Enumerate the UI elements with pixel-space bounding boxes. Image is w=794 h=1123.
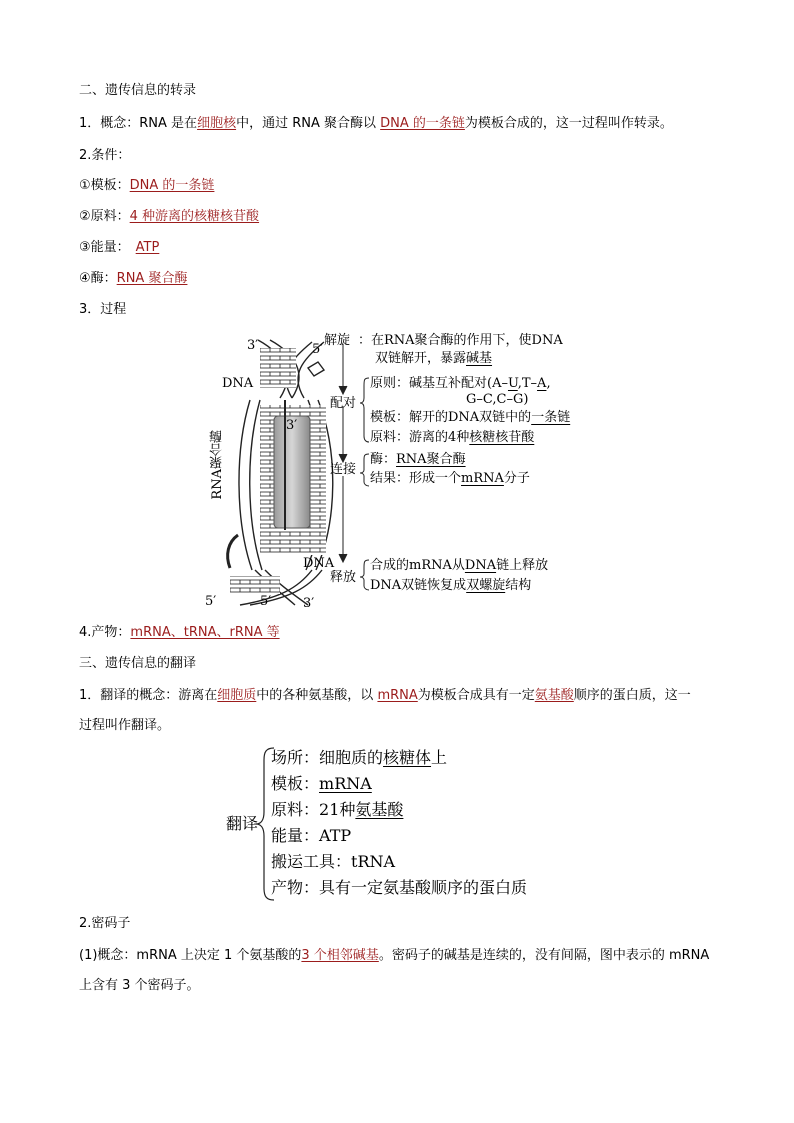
answer-blank: 细胞质 <box>217 688 257 703</box>
translation-summary <box>226 744 646 904</box>
condition-material: ②原料：4 种游离的核糖核苷酸 <box>79 209 260 224</box>
summary-carrier: 搬运工具：tRNA <box>271 852 396 871</box>
section-heading-transcription: 二、遗传信息的转录 <box>79 83 197 98</box>
end-label: 3′ <box>286 418 298 433</box>
end-label: 5′ <box>260 594 272 609</box>
answer-blank: 氨基酸 <box>534 688 574 703</box>
pair-material: 原料：游离的4种核糖核苷酸 <box>370 430 535 445</box>
codon-heading: 2.密码子 <box>79 916 131 931</box>
conditions-heading: 2.条件： <box>79 148 131 163</box>
answer-blank: 细胞核 <box>197 116 237 131</box>
link-result: 结果：形成一个mRNA分子 <box>370 471 530 486</box>
answer-blank: ATP <box>135 240 160 255</box>
brace-lines <box>360 378 369 590</box>
summary-energy: 能量：ATP <box>271 826 352 845</box>
condition-template: ①模板：DNA 的一条链 <box>79 178 215 193</box>
process-heading: 3．过程 <box>79 302 127 317</box>
transcription-concept: 1．概念：RNA 是在细胞核中，通过 RNA 聚合酶以 DNA 的一条链为模板合成的，这一过程叫作转录。 <box>79 116 673 131</box>
end-label: 3′ <box>247 338 259 353</box>
section-heading-translation: 三、遗传信息的翻译 <box>79 656 197 671</box>
condition-enzyme: ④酶：RNA 聚合酶 <box>79 271 188 286</box>
release-desc: 合成的mRNA从DNA链上释放 <box>370 558 549 573</box>
answer-blank: mRNA <box>377 688 418 703</box>
transcription-diagram <box>200 330 600 615</box>
condition-energy: ③能量： ATP <box>79 240 160 255</box>
answer-blank: mRNA、tRNA、rRNA 等 <box>130 625 280 640</box>
translation-concept: 1．翻译的概念：游离在细胞质中的各种氨基酸，以 mRNA为模板合成具有一定氨基酸顺序的蛋白质，这一 <box>79 688 691 703</box>
summary-title: 翻译 <box>226 814 259 833</box>
summary-template: 模板：mRNA <box>271 774 372 793</box>
rna-polymerase-label: RNA聚合酶 <box>210 430 225 500</box>
codon-concept-cont: 上含有 3 个密码子。 <box>79 978 200 993</box>
pair-rule: 原则：碱基互补配对(A–U,T–A, <box>370 376 551 391</box>
dna-label: DNA <box>303 556 335 571</box>
translation-concept-cont: 过程叫作翻译。 <box>79 718 171 733</box>
summary-product: 产物：具有一定氨基酸顺序的蛋白质 <box>271 878 528 897</box>
summary-place: 场所：细胞质的核糖体上 <box>271 748 448 767</box>
codon-concept: (1)概念：mRNA 上决定 1 个氨基酸的3 个相邻碱基。密码子的碱基是连续的，没有间隔，图中表示的 mRNA <box>79 948 710 963</box>
step-pair: 配对 <box>330 396 357 411</box>
pair-template: 模板：解开的DNA双链中的一条链 <box>370 410 571 425</box>
dna-label: DNA <box>222 376 254 391</box>
end-label: 3′ <box>303 596 315 611</box>
link-enzyme: 酶：RNA聚合酶 <box>370 452 466 467</box>
answer-blank: RNA 聚合酶 <box>116 271 188 286</box>
products: 4.产物：mRNA、tRNA、rRNA 等 <box>79 625 280 640</box>
released-mrna <box>228 535 238 568</box>
answer-blank: DNA 的一条链 <box>380 116 465 131</box>
step-release: 释放 <box>330 570 357 585</box>
end-label: 5′ <box>205 594 217 609</box>
unwind-desc: ：在RNA聚合酶的作用下，使DNA <box>358 333 563 348</box>
answer-blank: 4 种游离的核糖核苷酸 <box>129 209 260 224</box>
unwind-desc: 双链解开，暴露碱基 <box>375 351 493 366</box>
release-desc: DNA双链恢复成双螺旋结构 <box>370 578 532 593</box>
answer-blank: 3 个相邻碱基 <box>301 948 379 963</box>
end-label: 5′ <box>312 342 324 357</box>
answer-blank: DNA 的一条链 <box>129 178 215 193</box>
pair-rule: G–C,C–G) <box>466 392 529 407</box>
summary-material: 原料：21种氨基酸 <box>271 800 404 819</box>
step-link: 连接 <box>330 462 357 477</box>
flow-arrows <box>339 344 347 562</box>
step-unwind: 解旋 <box>324 333 351 348</box>
